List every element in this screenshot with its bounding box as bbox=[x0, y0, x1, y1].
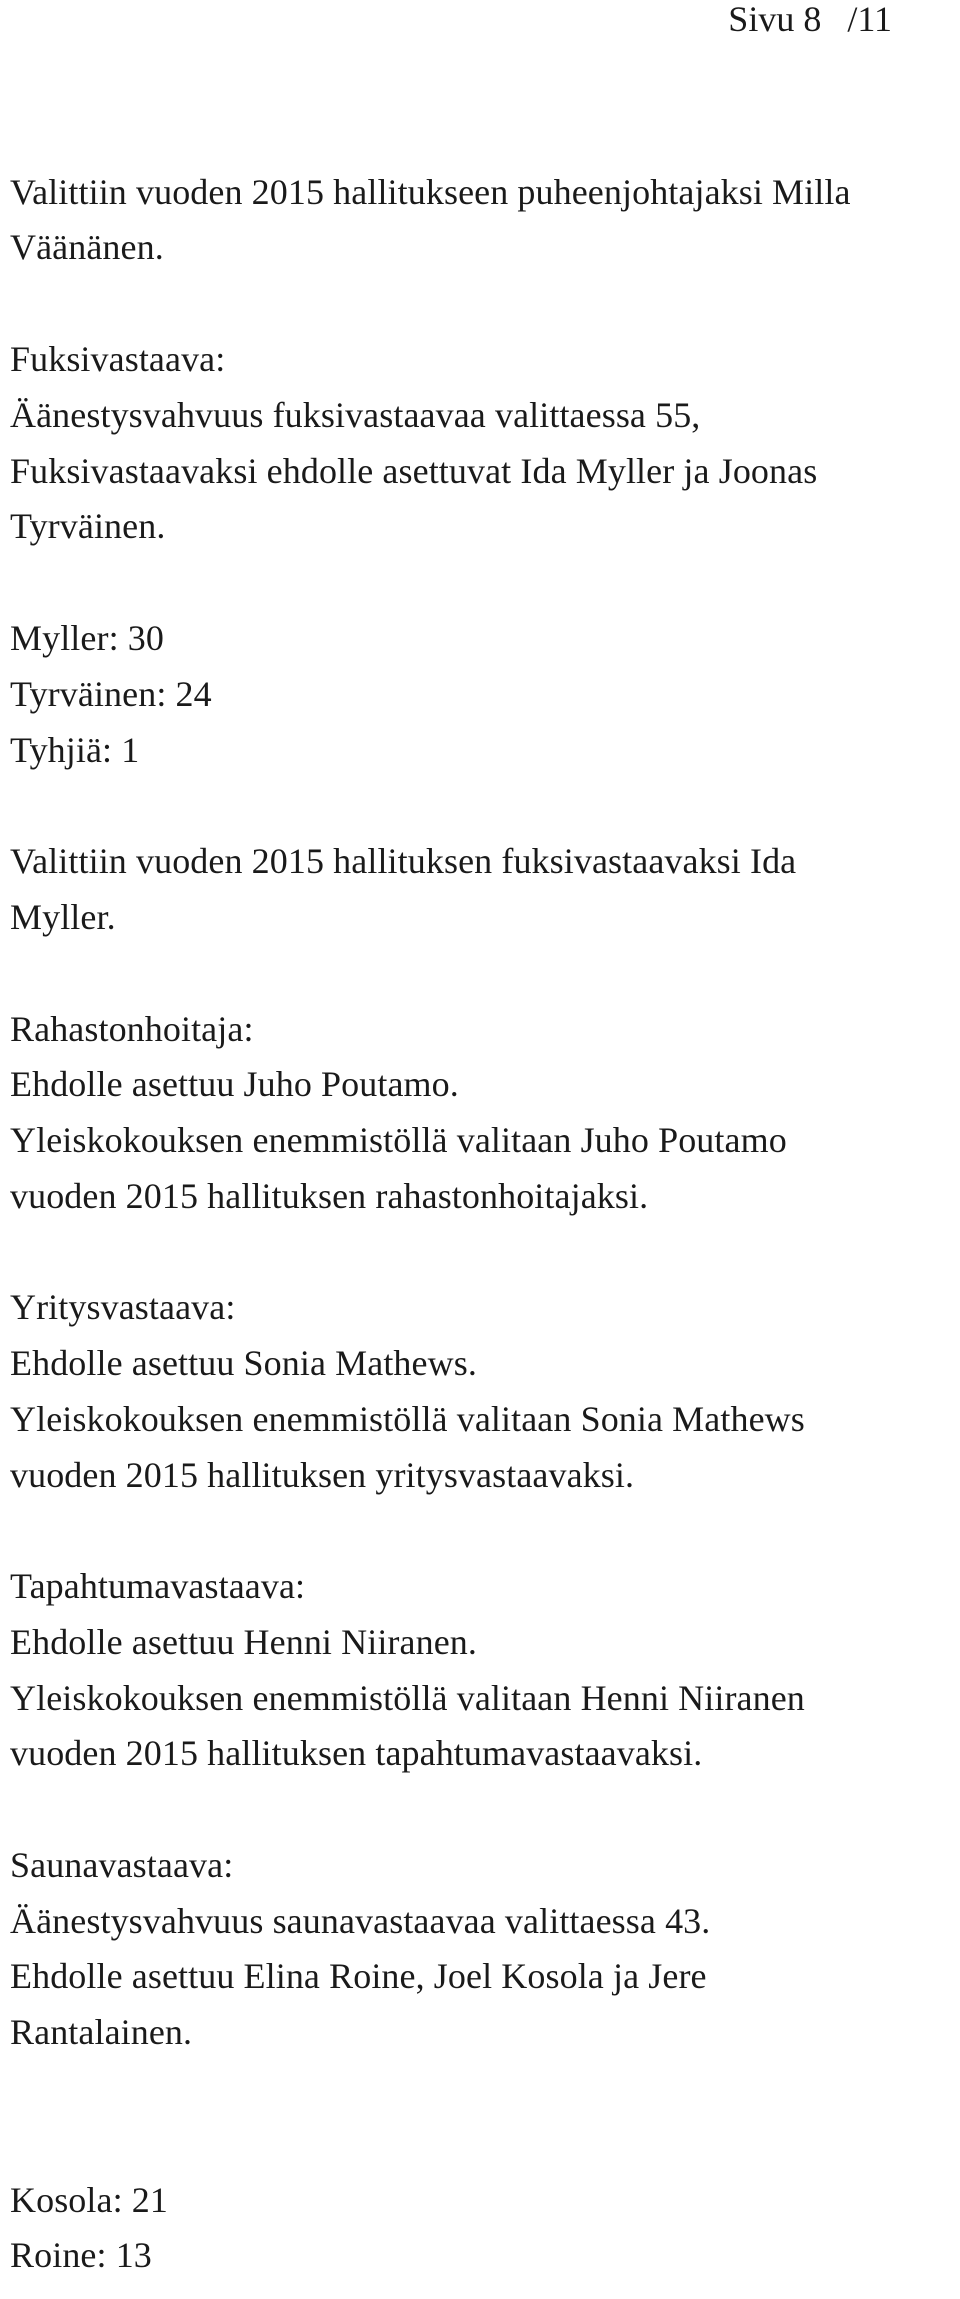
business-section-heading: Yritysvastaava: bbox=[10, 1287, 236, 1327]
fuksi-result-line-2: Myller. bbox=[10, 897, 116, 937]
fuksi-voting-strength: Äänestysvahvuus fuksivastaavaa valittaessa 55, bbox=[10, 395, 701, 435]
sauna-section-heading: Saunavastaava: bbox=[10, 1845, 234, 1885]
events-result-line-1: Yleiskokouksen enemmistöllä valitaan Henni Niiranen bbox=[10, 1678, 805, 1718]
fuksi-section-heading: Fuksivastaava: bbox=[10, 339, 226, 379]
sauna-voting-strength: Äänestysvahvuus saunavastaavaa valittaessa 43. bbox=[10, 1901, 711, 1941]
events-section-heading: Tapahtumavastaava: bbox=[10, 1566, 306, 1606]
chair-election-result-line-2: Väänänen. bbox=[10, 227, 164, 267]
vote-count-blank: Tyhjiä: 1 bbox=[10, 730, 140, 770]
sauna-candidates-line-1: Ehdolle asettuu Elina Roine, Joel Kosola ja Jere bbox=[10, 1956, 707, 1996]
page-label: Sivu 8 bbox=[728, 0, 822, 39]
treasurer-candidate: Ehdolle asettuu Juho Poutamo. bbox=[10, 1064, 459, 1104]
business-candidate: Ehdolle asettuu Sonia Mathews. bbox=[10, 1343, 477, 1383]
events-candidate: Ehdolle asettuu Henni Niiranen. bbox=[10, 1622, 477, 1662]
chair-election-result-line-1: Valittiin vuoden 2015 hallitukseen puheenjohtajaksi Milla bbox=[10, 172, 851, 212]
fuksi-candidates-line-2: Tyrväinen. bbox=[10, 506, 166, 546]
fuksi-result-line-1: Valittiin vuoden 2015 hallituksen fuksivastaavaksi Ida bbox=[10, 841, 797, 881]
page-total: /11 bbox=[847, 0, 892, 39]
business-result-line-2: vuoden 2015 hallituksen yritysvastaavaksi. bbox=[10, 1455, 635, 1495]
vote-count-tyrvainen: Tyrväinen: 24 bbox=[10, 674, 212, 714]
sauna-candidates-line-2: Rantalainen. bbox=[10, 2012, 193, 2052]
treasurer-result-line-2: vuoden 2015 hallituksen rahastonhoitajaksi. bbox=[10, 1176, 649, 1216]
page-number-header bbox=[728, 0, 892, 38]
vote-count-roine: Roine: 13 bbox=[10, 2235, 152, 2275]
business-result-line-1: Yleiskokouksen enemmistöllä valitaan Sonia Mathews bbox=[10, 1399, 805, 1439]
treasurer-section-heading: Rahastonhoitaja: bbox=[10, 1009, 254, 1049]
vote-count-kosola: Kosola: 21 bbox=[10, 2180, 168, 2220]
vote-count-myller: Myller: 30 bbox=[10, 618, 164, 658]
fuksi-candidates-line-1: Fuksivastaavaksi ehdolle asettuvat Ida Myller ja Joonas bbox=[10, 451, 818, 491]
events-result-line-2: vuoden 2015 hallituksen tapahtumavastaavaksi. bbox=[10, 1733, 703, 1773]
treasurer-result-line-1: Yleiskokouksen enemmistöllä valitaan Juho Poutamo bbox=[10, 1120, 787, 1160]
